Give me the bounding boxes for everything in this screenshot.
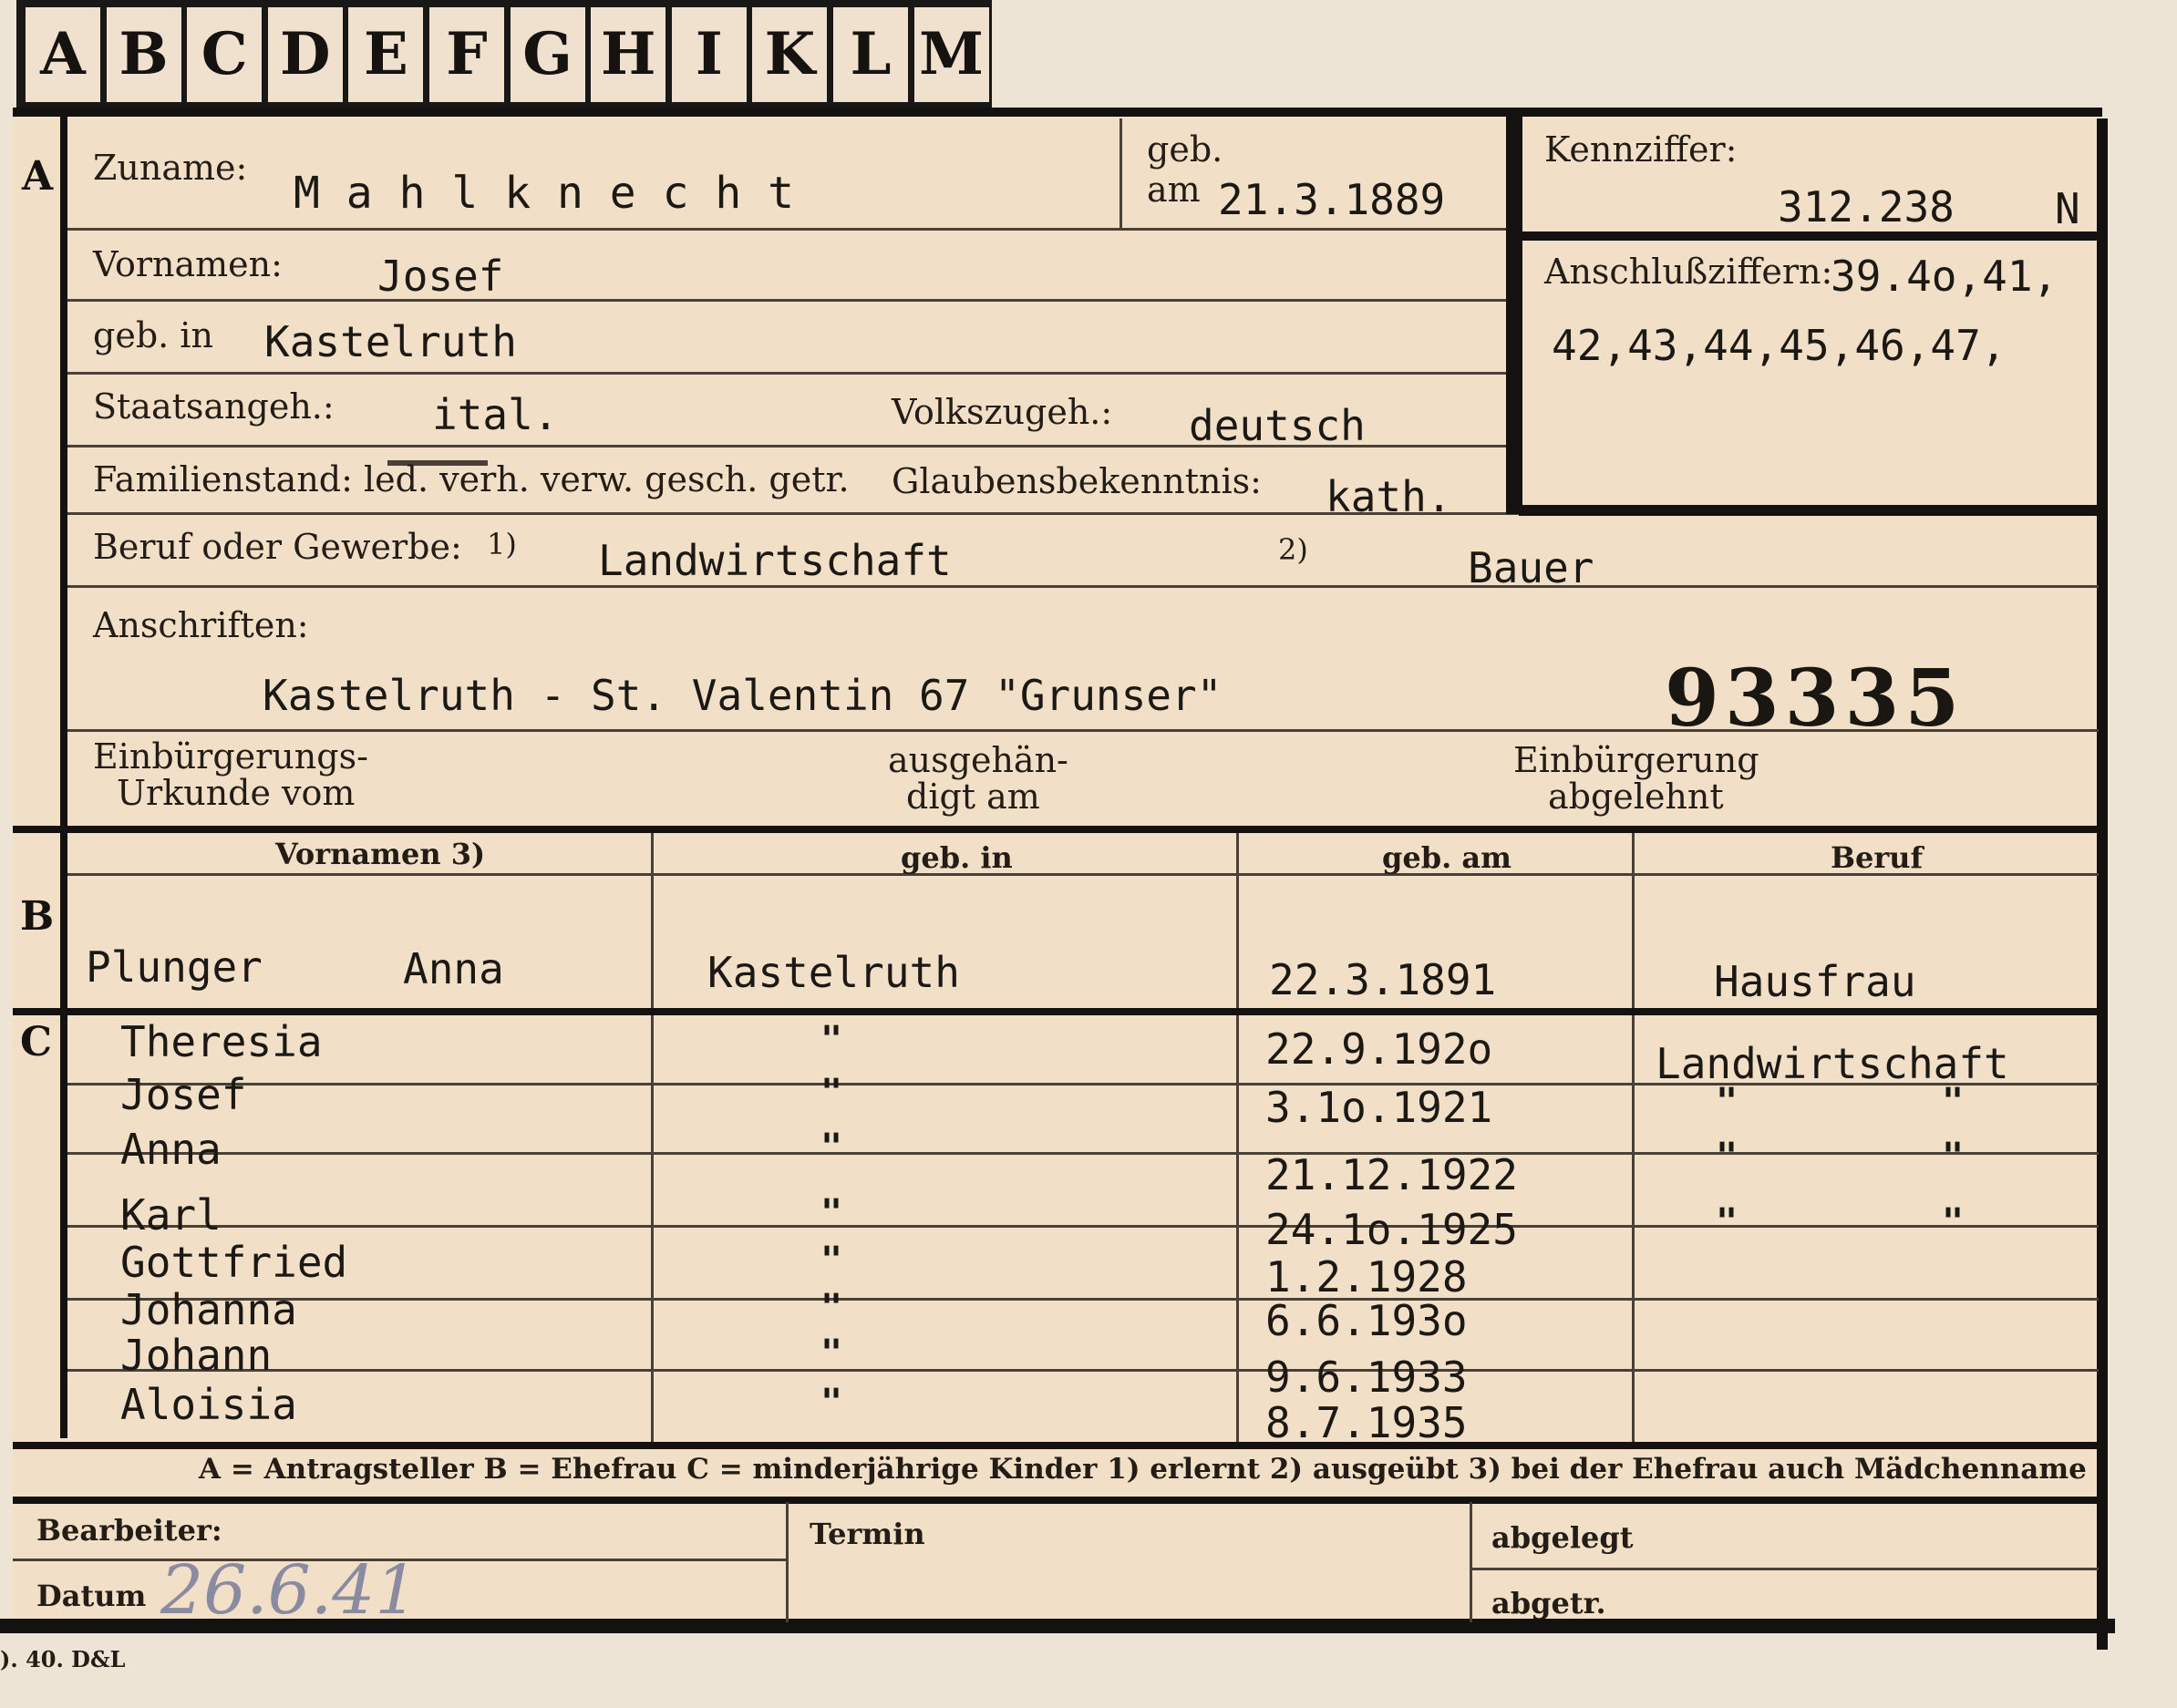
glaubensbekenntnis-value: kath. [1326,472,1452,521]
col-header-geb-am: geb. am [1382,840,1512,875]
child-geb-am: 22.9.192o [1265,1024,1493,1074]
child-geb-am: 3.1o.1921 [1265,1083,1493,1132]
child-geb-am: 6.6.193o [1265,1296,1468,1345]
index-tab-l: L [833,7,908,102]
child-name: Josef [120,1070,247,1119]
ditto-mark: " [820,1019,843,1061]
einbuergerung-label-1: Einbürgerungs- [93,736,368,777]
index-tab-b: B [107,7,181,102]
einbuergerung-label-2: Urkunde vom [117,773,356,813]
legend-line: A = Antragsteller B = Ehefrau C = minderjährige Kinder 1) erlernt 2) ausgeübt 3) bei der Ehefrau auch Mädchenname [199,1453,2087,1486]
top-rule [13,108,988,117]
beruf-erlernt-value: Landwirtschaft [598,536,952,585]
footnote-1-mark: 1) [487,527,517,561]
zuname-value: M a h l k n e c h t [294,168,795,219]
index-tab-f: F [429,7,504,102]
ditto-mark: " [1716,1081,1739,1123]
index-tab-k: K [752,7,827,102]
index-tab-c: C [187,7,262,102]
child-geb-am: 8.7.1935 [1265,1398,1468,1447]
abgelegt-label: abgelegt [1491,1520,1634,1555]
wife-beruf: Hausfrau [1714,957,1916,1006]
kennziffer-suffix: N [2055,184,2080,233]
child-geb-am: 1.2.1928 [1265,1252,1468,1302]
glaubensbekenntnis-label: Glaubensbekenntnis: [892,461,1262,501]
ditto-mark: " [820,1287,843,1329]
child-name: Theresia [120,1017,323,1066]
col-header-vornamen: Vornamen 3) [275,837,486,871]
child-name: Johann [120,1331,273,1380]
child-geb-am: 21.12.1922 [1265,1150,1518,1199]
vornamen-label: Vornamen: [93,244,283,284]
datum-handwritten: 26.6.41 [160,1551,418,1630]
index-tab-e: E [348,7,423,102]
abgetragen-label: abgetr. [1491,1586,1606,1621]
abgelehnt-label-1: Einbürgerung [1513,740,1759,780]
child-name: Anna [120,1125,222,1174]
ditto-mark: " [820,1072,843,1114]
index-tab-g: G [511,7,585,102]
section-b-marker: B [20,893,55,940]
ditto-mark: " [820,1240,843,1281]
staatsangehoerigkeit-label: Staatsangeh.: [93,386,335,427]
beruf-label: Beruf oder Gewerbe: [93,527,462,567]
ditto-mark: " [1716,1136,1739,1178]
child-name: Gottfried [120,1238,348,1287]
section-c-marker: C [20,1019,53,1065]
geb-in-label: geb. in [93,315,213,355]
volkszugehoerigkeit-value: deutsch [1189,401,1366,450]
geb-label: geb. [1147,129,1223,170]
right-edge-rule [2097,118,2108,1650]
geb-in-value: Kastelruth [264,317,517,366]
ausgehaendigt-label-1: ausgehän- [888,740,1068,780]
ditto-mark: " [820,1332,843,1374]
stamped-number: 93335 [1665,653,1965,745]
anschrift-value: Kastelruth - St. Valentin 67 "Grunser" [263,671,1223,720]
ditto-mark: " [820,1192,843,1234]
index-tab-m: M [914,7,989,102]
ausgehaendigt-label-2: digt am [906,777,1040,817]
abgelehnt-label-2: abgelehnt [1548,777,1724,817]
child-name: Karl [120,1190,222,1240]
child-geb-am: 9.6.1933 [1265,1353,1468,1402]
anschlussziffern-label: Anschlußziffern: [1544,252,1833,292]
footnote-2-mark: 2) [1278,532,1308,567]
kennziffer-label: Kennziffer: [1544,129,1738,170]
index-tab-i: I [672,7,747,102]
geb-am-value: 21.3.1889 [1218,175,1446,224]
ditto-mark: " [1716,1201,1739,1243]
col-header-geb-in: geb. in [901,840,1013,875]
section-a-marker: A [22,153,54,200]
anschlussziffern-line2: 42,43,44,45,46,47, [1552,321,2007,370]
left-margin-rule [60,108,67,1438]
wife-geb-in: Kastelruth [707,948,960,997]
kennziffer-box-left-border [1506,113,1522,514]
wife-maiden-name: Plunger [86,942,263,992]
ditto-mark: " [1942,1136,1965,1178]
top-rule-right [988,108,2102,117]
col-header-beruf: Beruf [1831,840,1924,875]
anschlussziffern-line1: 39.4o,41, [1831,252,2058,301]
index-tab-h: H [591,7,665,102]
beruf-ausgeuebt-value: Bauer [1468,543,1594,592]
ditto-mark: " [1942,1201,1965,1243]
volkszugehoerigkeit-label: Volkszugeh.: [892,392,1113,432]
index-tab-d: D [268,7,343,102]
datum-label: Datum [36,1579,147,1613]
vornamen-value: Josef [377,252,504,301]
bearbeiter-label: Bearbeiter: [36,1513,222,1548]
index-tab-a: A [26,7,100,102]
child-geb-am: 24.1o.1925 [1265,1205,1518,1254]
kennziffer-value: 312.238 [1778,182,1955,232]
child-name: Aloisia [120,1380,297,1429]
ditto-mark: " [820,1127,843,1168]
wife-first-name: Anna [403,944,504,993]
termin-label: Termin [810,1517,925,1551]
familienstand-label: Familienstand: led. verh. verw. gesch. getr. [93,459,850,499]
anschriften-label: Anschriften: [93,605,309,645]
child-name: Johanna [120,1285,297,1334]
printer-mark: ). 40. D&L [0,1646,126,1672]
staatsangehoerigkeit-value: ital. [432,390,559,439]
wife-geb-am: 22.3.1891 [1269,955,1497,1004]
zuname-label: Zuname: [93,148,248,188]
ditto-mark: " [820,1382,843,1424]
am-label: am [1147,170,1201,210]
child-beruf: Landwirtschaft [1656,1039,2009,1088]
ditto-mark: " [1942,1081,1965,1123]
